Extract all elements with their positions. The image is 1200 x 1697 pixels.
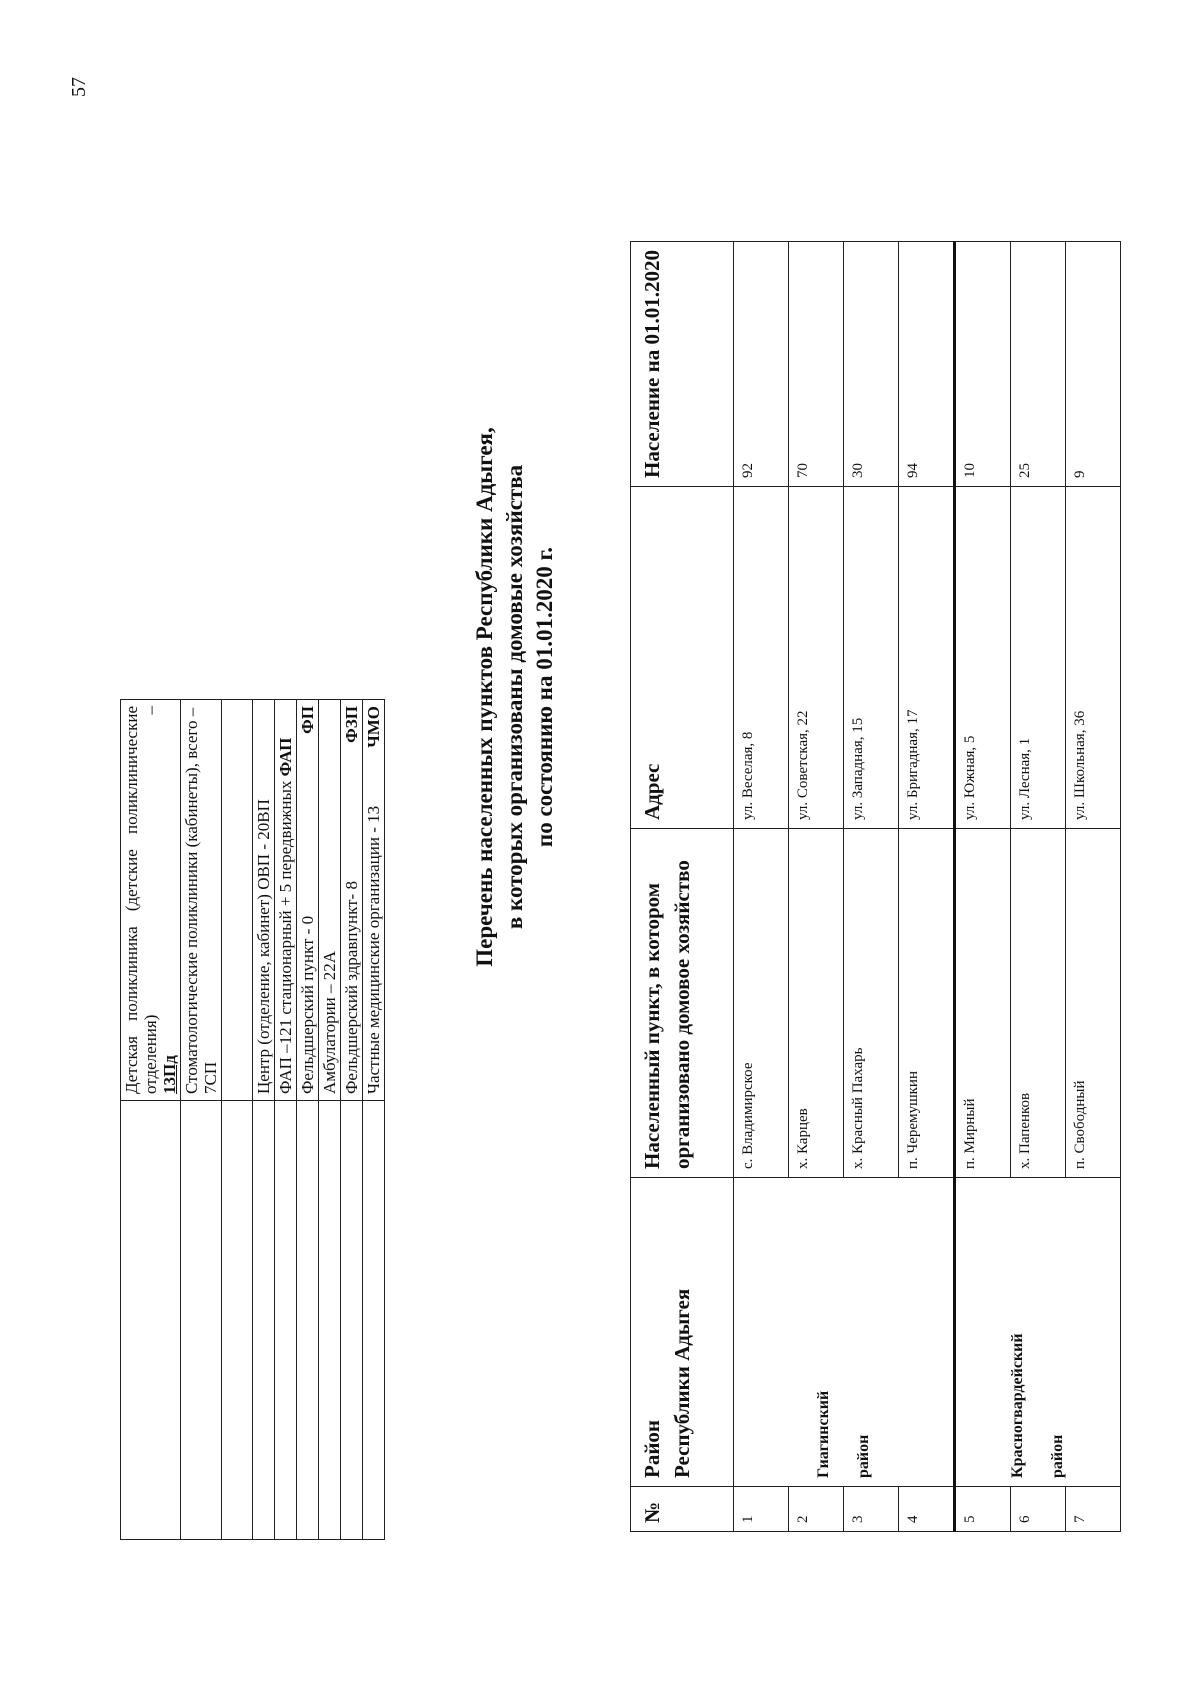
row-num: 4 [899,1487,955,1532]
table-row [297,700,319,1540]
cell-tag: ФЗП [342,706,361,743]
table-row [121,700,181,1540]
row-locality: х. Папенков [1011,829,1066,1178]
row-locality: п. Мирный [955,829,1011,1178]
district-cell [734,1178,955,1487]
cell-tag: ЧМО [364,706,383,748]
cell-tag: ФАП [276,737,295,777]
households-table [630,241,1121,1532]
district-line: Красногвардейский [1009,1333,1026,1478]
header-line: Район [640,1419,664,1478]
row-address: ул. Южная, 5 [955,487,1011,829]
table-row [363,700,385,1540]
row-population: 10 [955,242,1011,487]
table-row [341,700,363,1540]
title-line: в которых организованы домовые хозяйства [502,464,527,930]
row-population: 30 [844,242,899,487]
table-cell: Амбулатории – 22А [319,700,341,1101]
table-row [734,242,789,1532]
row-address: ул. Бригадная, 17 [899,487,955,829]
table-cell: Центр (отделение, кабинет) ОВП - 20ВП [253,700,275,1101]
row-population: 70 [789,242,844,487]
header-line: Республики Адыгея [670,1288,694,1478]
table-cell [341,700,363,1101]
row-num: 1 [734,1487,789,1532]
table-cell [253,1101,275,1540]
cell-line: Детская поликлиника (детские поликлинические отделения) – [122,706,160,1094]
row-locality: п. Черемушкин [899,829,955,1178]
facility-table [120,699,385,1540]
table-cell [363,700,385,1101]
row-num: 7 [1066,1487,1121,1532]
cell-tag: ФП [298,706,317,734]
row-address: ул. Западная, 15 [844,487,899,829]
row-population: 94 [899,242,955,487]
title-line: по состоянию на 01.01.2020 г. [532,546,557,848]
table-cell [222,700,253,1101]
row-address: ул. Школьная, 36 [1066,487,1121,829]
table-row [275,700,297,1540]
table-cell: Стоматологические поликлиники (кабинеты), всего –7СП [181,700,222,1101]
district-cell [955,1178,1121,1487]
header-population: Население на 01.01.2020 [631,242,734,487]
table-cell [341,1101,363,1540]
header-district [631,1178,734,1487]
header-address: Адрес [631,487,734,829]
row-address: ул. Лесная, 1 [1011,487,1066,829]
table-cell [363,1101,385,1540]
table-cell [297,1101,319,1540]
header-num: № [631,1487,734,1532]
title-line: Перечень населенных пунктов Республики Адыгея, [472,427,497,967]
row-locality: х. Красный Пахарь [844,829,899,1178]
table-row [319,700,341,1540]
row-population: 92 [734,242,789,487]
header-locality: Населенный пункт, в котором организовано домовое хозяйство [631,829,734,1178]
district-line: Гиагинский [814,1390,832,1478]
cell-line: 13Пд [160,1055,179,1094]
table-cell [319,1101,341,1540]
page-number: 57 [68,77,90,97]
row-num: 5 [955,1487,1011,1532]
row-num: 2 [789,1487,844,1532]
document-title [470,297,560,1097]
row-locality: с. Владимирское [734,829,789,1178]
row-num: 3 [844,1487,899,1532]
cell-text: Фельдшерский здравпункт- 8 [342,881,361,1094]
row-address: ул. Советская, 22 [789,487,844,829]
table-row [222,700,253,1540]
district-line: район [854,1434,872,1478]
row-population: 9 [1066,242,1121,487]
table-row [955,242,1011,1532]
table-cell [297,700,319,1101]
table-row [253,700,275,1540]
row-num: 6 [1011,1487,1066,1532]
table-cell [181,1101,222,1540]
row-address: ул. Веселая, 8 [734,487,789,829]
cell-text: Фельдшерский пункт - 0 [298,915,317,1094]
cell-text: Частные медицинские организации - 13 [364,805,383,1094]
row-locality: п. Свободный [1066,829,1121,1178]
table-cell [121,700,181,1101]
district-line: район [1049,1434,1066,1478]
table-header-row [631,242,734,1532]
table-cell [121,1101,181,1540]
row-locality: х. Карцев [789,829,844,1178]
table-cell [275,700,297,1101]
table-cell [222,1101,253,1540]
table-cell [275,1101,297,1540]
row-population: 25 [1011,242,1066,487]
table-row [181,700,222,1540]
cell-text: ФАП –121 стационарный + 5 передвижных [276,780,295,1094]
